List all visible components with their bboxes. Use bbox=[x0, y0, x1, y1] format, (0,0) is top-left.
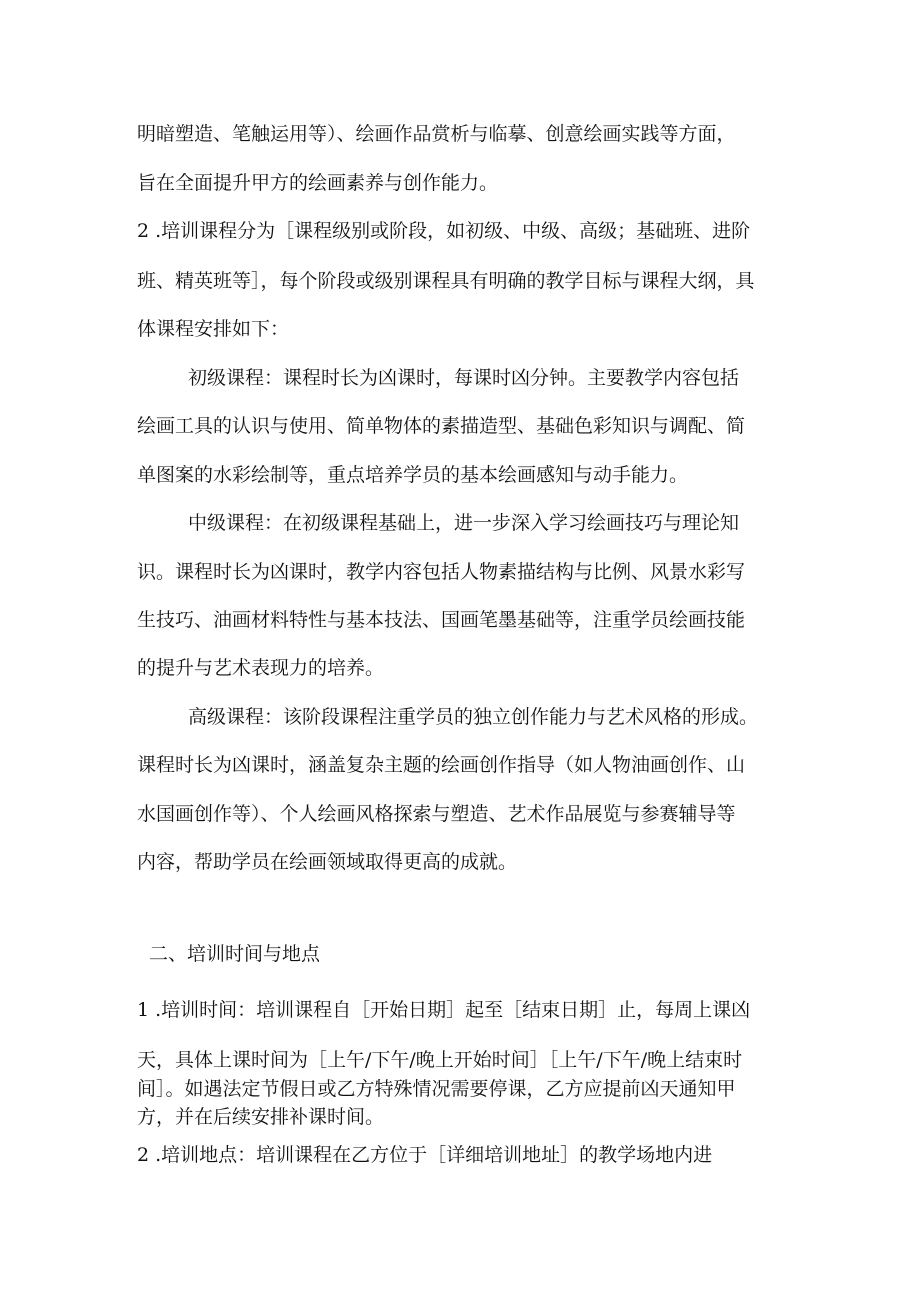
text-line: 生技巧、油画材料特性与基本技法、国画笔墨基础等，注重学员绘画技能 bbox=[137, 609, 746, 631]
text-line: 识。课程时长为凶课时，教学内容包括人物素描结构与比例、风景水彩写 bbox=[137, 561, 746, 583]
beginner-course-paragraph: 初级课程：课程时长为凶课时，每课时凶分钟。主要教学内容包括 bbox=[188, 367, 740, 389]
text-line: 体课程安排如下： bbox=[137, 318, 290, 340]
text-line: 间］。如遇法定节假日或乙方特殊情况需要停课，乙方应提前凶天通知甲 bbox=[137, 1078, 736, 1100]
intermediate-course-paragraph: 中级课程：在初级课程基础上，进一步深入学习绘画技巧与理论知 bbox=[188, 512, 740, 534]
text-line: 内容，帮助学员在绘画领域取得更高的成就。 bbox=[137, 851, 518, 873]
text-line: 旨在全面提升甲方的绘画素养与创作能力。 bbox=[137, 172, 499, 194]
text-line: 天，具体上课时间为［上午/下午/晚上开始时间］［上午/下午/晚上结束时 bbox=[137, 1049, 743, 1071]
text-line: 单图案的水彩绘制等，重点培养学员的基本绘画感知与动手能力。 bbox=[137, 464, 689, 486]
text-line: 绘画工具的认识与使用、简单物体的素描造型、基础色彩知识与调配、简 bbox=[137, 415, 746, 437]
text-line: 明暗塑造、笔触运用等）、绘画作品赏析与临摹、创意绘画实践等方面， bbox=[137, 123, 736, 145]
section-heading: 二、培训时间与地点 bbox=[149, 943, 321, 965]
text-line: 水国画创作等）、个人绘画风格探索与塑造、艺术作品展览与参赛辅导等 bbox=[137, 803, 736, 825]
advanced-course-paragraph: 高级课程：该阶段课程注重学员的独立创作能力与艺术风格的形成。 bbox=[188, 706, 759, 728]
text-line: 方，并在后续安排补课时间。 bbox=[137, 1106, 385, 1128]
text-line: 班、精英班等］，每个阶段或级别课程具有明确的教学目标与课程大纲，具 bbox=[137, 270, 755, 292]
training-location-item: 2 .培训地点：培训课程在乙方位于［详细培训地址］的教学场地内进 bbox=[137, 1144, 713, 1166]
numbered-item-2: 2 .培训课程分为［课程级别或阶段，如初级、中级、高级；基础班、进阶 bbox=[137, 220, 751, 242]
text-line: 课程时长为凶课时，涵盖复杂主题的绘画创作指导（如人物油画创作、山 bbox=[137, 754, 746, 776]
text-line: 的提升与艺术表现力的培养。 bbox=[137, 657, 385, 679]
training-time-item: 1 .培训时间：培训课程自［开始日期］起至［结束日期］止，每周上课凶 bbox=[137, 999, 751, 1021]
